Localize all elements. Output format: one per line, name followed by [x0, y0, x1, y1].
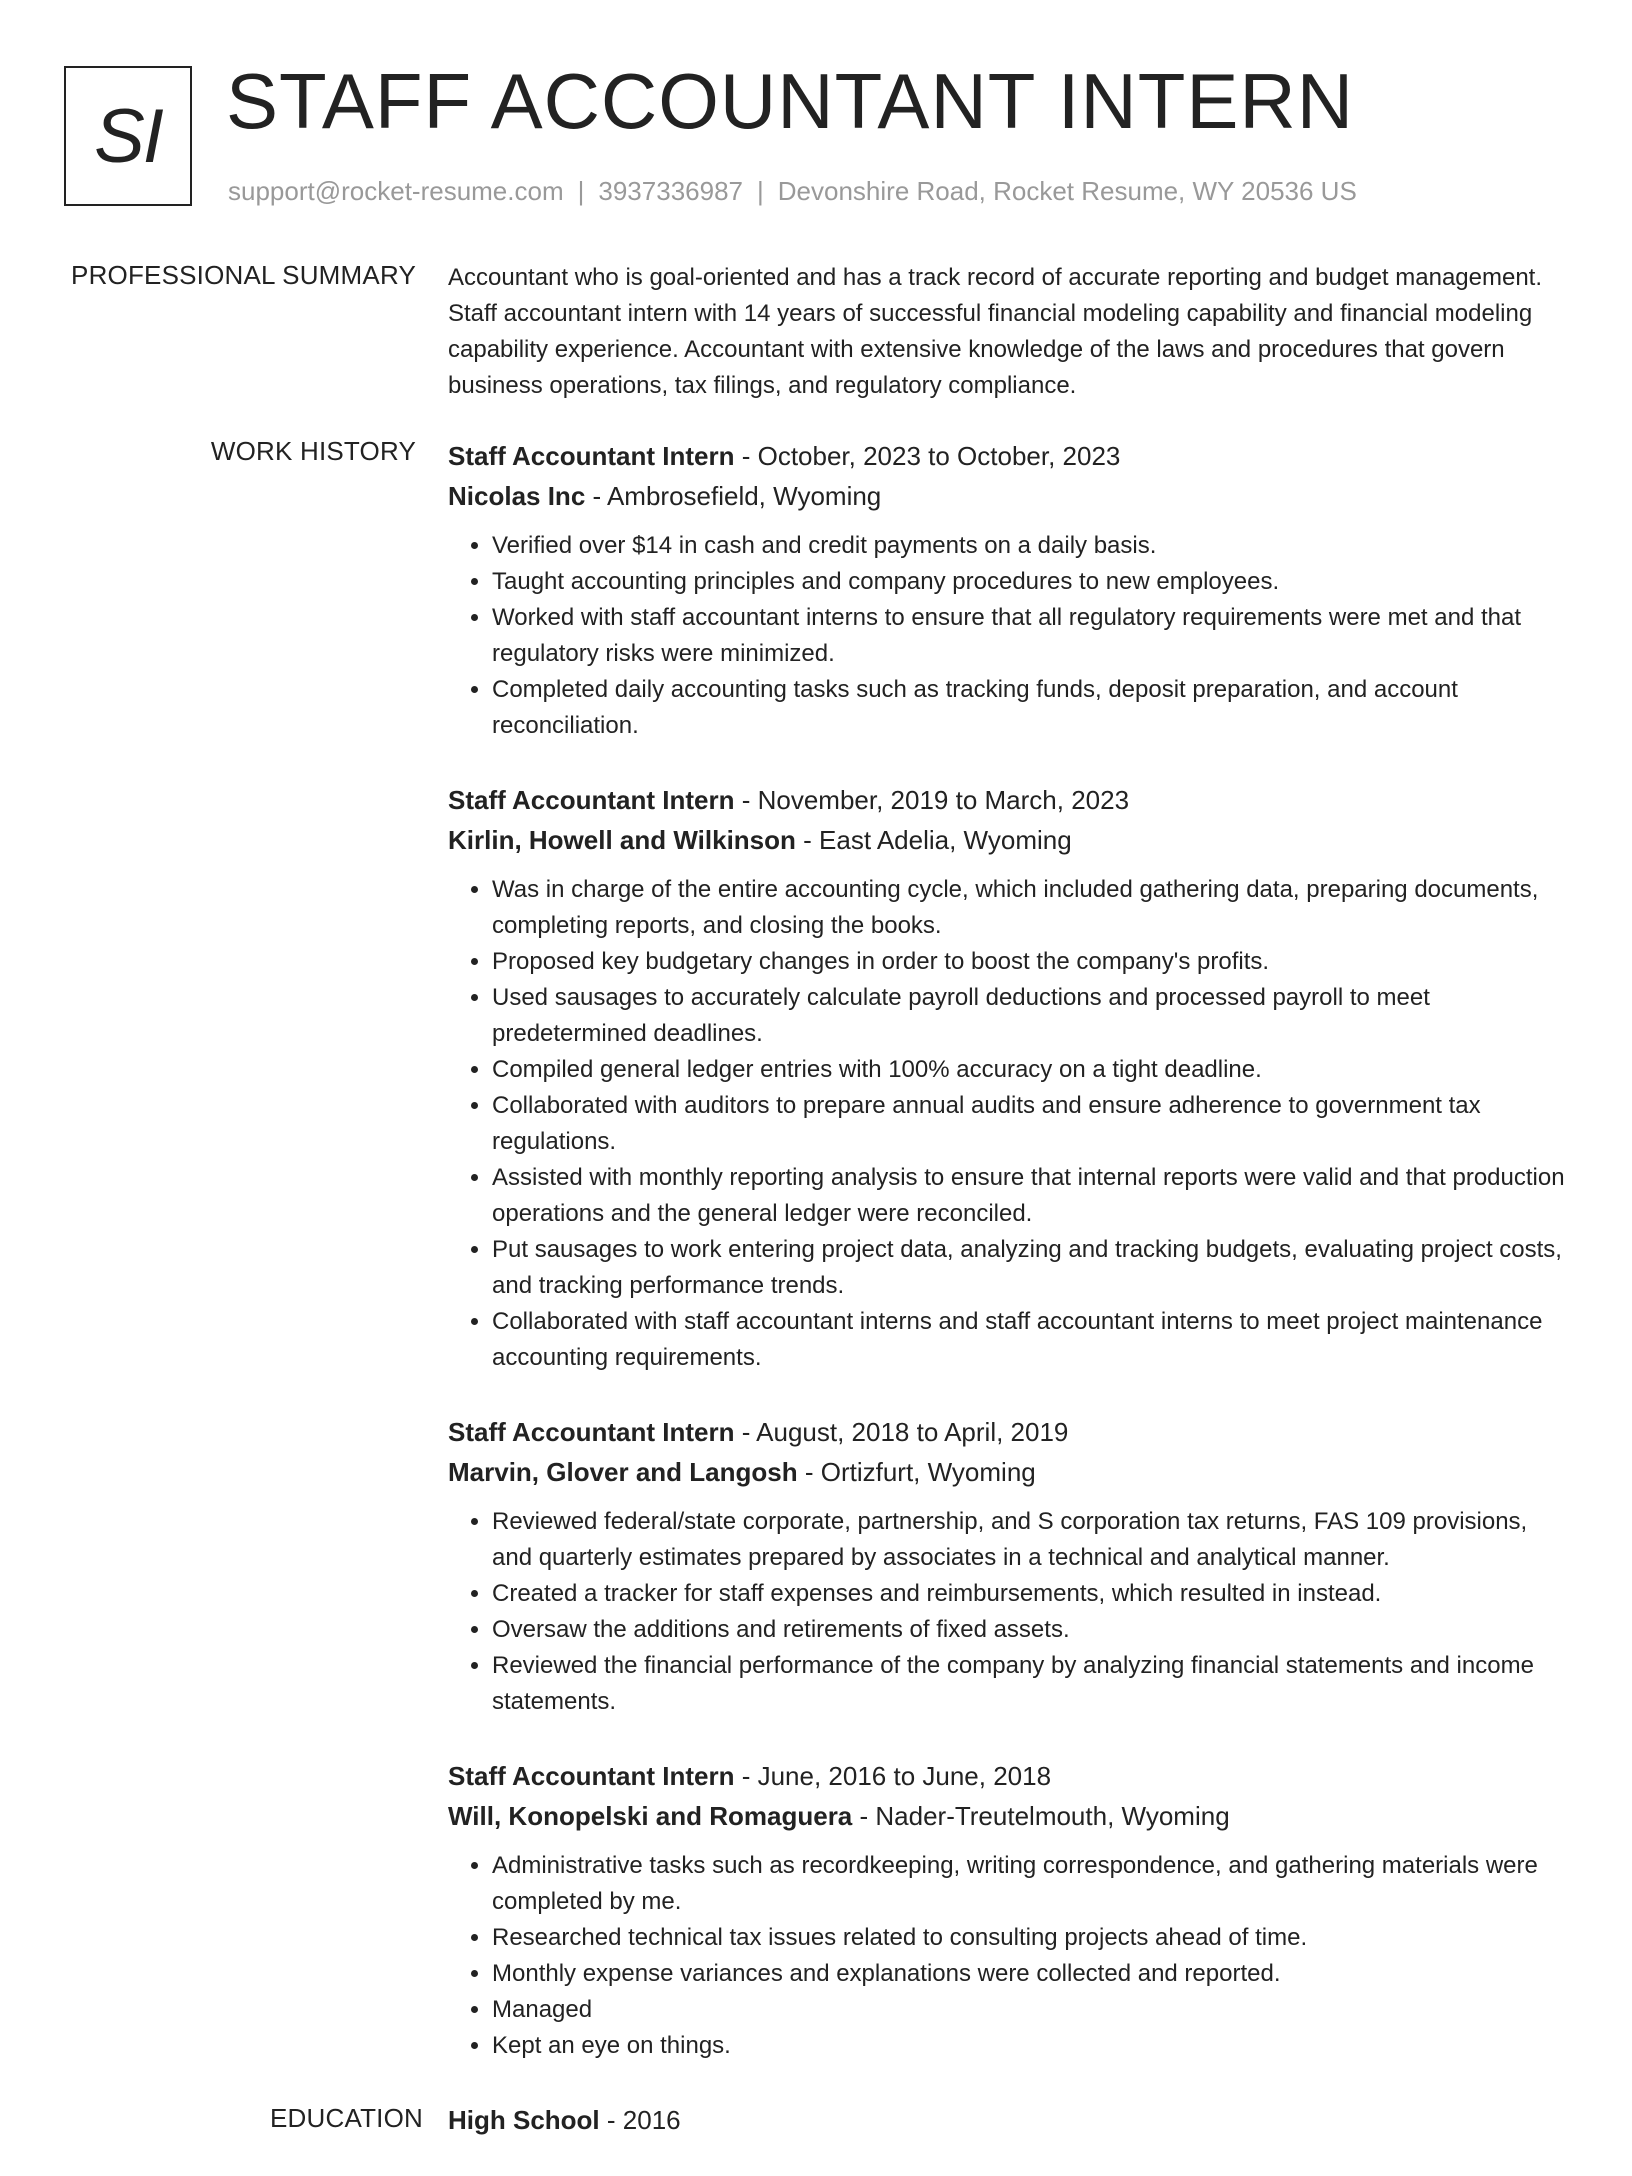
work-history-label: WORK HISTORY [210, 436, 416, 466]
job-bullets [448, 1504, 1572, 1720]
education-year: - 2016 [599, 2105, 681, 2135]
education-degree: High School [448, 2105, 600, 2135]
job-title-line [448, 1412, 1572, 1452]
job-bullet: • Put sausages to work entering project data, analyzing and tracking budgets, evaluating project costs, and tracking performance trends. [492, 1232, 1572, 1304]
job-bullet: • Reviewed the financial performance of the company by analyzing financial statements and income statements. [492, 1648, 1572, 1720]
education-entry [270, 2100, 1572, 2140]
monogram: SI [64, 66, 192, 206]
job-bullet: • Worked with staff accountant interns to ensure that all regulatory requirements were met and that regulatory risks were minimized. [492, 600, 1572, 672]
job-company: Kirlin, Howell and Wilkinson [448, 825, 796, 855]
contact-phone: 3937336987 [598, 176, 743, 206]
job-dates: - November, 2019 to March, 2023 [734, 785, 1130, 815]
job-entry [448, 436, 1572, 744]
job-bullet: • Collaborated with staff accountant interns and staff accountant interns to meet project maintenance accounting requirements. [492, 1304, 1572, 1376]
job-entry [448, 780, 1572, 1376]
job-bullet: • Administrative tasks such as recordkeeping, writing correspondence, and gathering materials were completed by me. [492, 1848, 1572, 1920]
contact-separator: | [577, 176, 585, 206]
job-company-line [448, 820, 1572, 860]
job-location: - Ortizfurt, Wyoming [797, 1457, 1036, 1487]
job-bullet: • Taught accounting principles and company procedures to new employees. [492, 564, 1572, 600]
job-bullet: • Completed daily accounting tasks such as tracking funds, deposit preparation, and account reconciliation. [492, 672, 1572, 744]
contact-address: Devonshire Road, Rocket Resume, WY 20536 US [777, 176, 1357, 206]
job-bullets [448, 872, 1572, 1376]
job-company-line [448, 1796, 1572, 1836]
job-dates: - October, 2023 to October, 2023 [734, 441, 1121, 471]
job-bullet: • Used sausages to accurately calculate payroll deductions and processed payroll to meet predetermined deadlines. [492, 980, 1572, 1052]
job-location: - East Adelia, Wyoming [795, 825, 1072, 855]
job-bullets [448, 1848, 1572, 2064]
summary-text: Accountant who is goal-oriented and has a track record of accurate reporting and budget management. Staff accountant intern with 14 years of successful financial modeling capability and financial modeling capability experience. Accountant with extensive knowledge of the laws and procedures that govern business operations, tax filings, and regulatory compliance. [448, 264, 1543, 399]
job-title: Staff Accountant Intern [448, 1417, 735, 1447]
job-bullet: • Oversaw the additions and retirements of fixed assets. [492, 1612, 1572, 1648]
job-bullet: • Researched technical tax issues related to consulting projects ahead of time. [492, 1920, 1572, 1956]
job-bullet: • Created a tracker for staff expenses and reimbursements, which resulted in instead. [492, 1576, 1572, 1612]
job-company: Will, Konopelski and Romaguera [448, 1801, 853, 1831]
job-title: Staff Accountant Intern [448, 785, 735, 815]
job-title-line [448, 1756, 1572, 1796]
contact-separator: | [757, 176, 764, 206]
job-entry [448, 1756, 1572, 2064]
summary-label: PROFESSIONAL SUMMARY [71, 260, 416, 290]
job-dates: - August, 2018 to April, 2019 [734, 1417, 1069, 1447]
job-bullet: • Assisted with monthly reporting analysis to ensure that internal reports were valid and that production operations and the general ledger were reconciled. [492, 1160, 1572, 1232]
job-bullet: • Monthly expense variances and explanations were collected and reported. [492, 1956, 1572, 1992]
job-title-line [448, 436, 1572, 476]
job-bullet: • Verified over $14 in cash and credit payments on a daily basis. [492, 528, 1572, 564]
job-bullet: • Collaborated with auditors to prepare annual audits and ensure adherence to government tax regulations. [492, 1088, 1572, 1160]
contact-line [228, 176, 1357, 207]
job-bullet: • Was in charge of the entire accounting cycle, which included gathering data, preparing documents, completing reports, and closing the books. [492, 872, 1572, 944]
job-bullet: • Managed [492, 1992, 1572, 2028]
contact-email: support@rocket-resume.com [228, 176, 564, 206]
page-title: STAFF ACCOUNTANT INTERN [226, 57, 1355, 145]
job-title-line [448, 780, 1572, 820]
job-company: Nicolas Inc [448, 481, 586, 511]
job-bullet: • Proposed key budgetary changes in order to boost the company's profits. [492, 944, 1572, 980]
job-bullet: • Kept an eye on things. [492, 2028, 1572, 2064]
job-dates: - June, 2016 to June, 2018 [734, 1761, 1052, 1791]
job-title: Staff Accountant Intern [448, 441, 735, 471]
job-company: Marvin, Glover and Langosh [448, 1457, 798, 1487]
job-location: - Nader-Treutelmouth, Wyoming [852, 1801, 1230, 1831]
education-line [448, 2100, 1572, 2140]
job-entry [448, 1412, 1572, 1720]
job-location: - Ambrosefield, Wyoming [585, 481, 882, 511]
job-company-line [448, 1452, 1572, 1492]
job-title: Staff Accountant Intern [448, 1761, 735, 1791]
job-bullet: • Reviewed federal/state corporate, partnership, and S corporation tax returns, FAS 109 provisions, and quarterly estimates prepared by associates in a technical and analytical manner. [492, 1504, 1572, 1576]
job-bullet: • Compiled general ledger entries with 100% accuracy on a tight deadline. [492, 1052, 1572, 1088]
job-bullets [448, 528, 1572, 744]
education-label: EDUCATION [270, 2103, 423, 2133]
job-company-line [448, 476, 1572, 516]
